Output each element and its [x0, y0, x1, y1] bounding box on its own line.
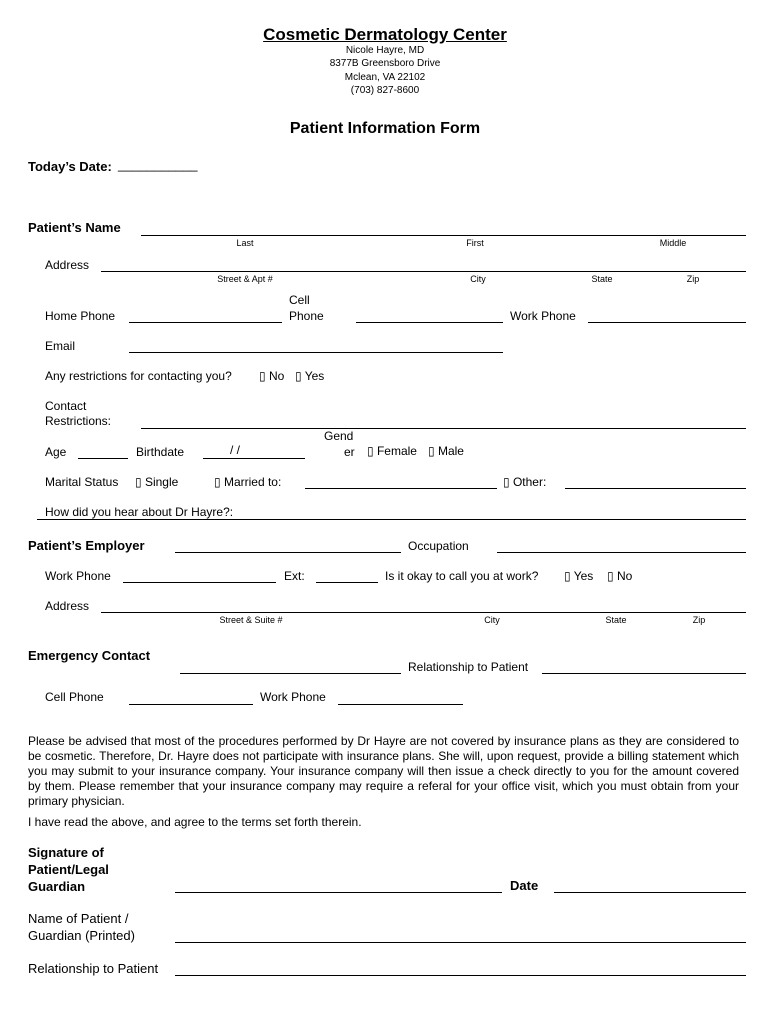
caption-employer-zip: Zip	[692, 615, 706, 625]
option-label: Single	[144, 475, 179, 489]
option-label: Other:	[512, 475, 547, 489]
employer-work-phone-label: Work Phone	[45, 569, 111, 583]
address-field[interactable]	[101, 271, 746, 272]
address-label: Address	[45, 258, 90, 272]
employer-address-field[interactable]	[101, 612, 746, 613]
marital-married-option[interactable]	[214, 475, 281, 489]
marital-other-option[interactable]	[503, 475, 546, 489]
referral-label: How did you hear about Dr Hayre?:	[45, 505, 234, 519]
caption-last: Last	[236, 238, 254, 248]
checkbox-icon: ▯	[367, 444, 374, 458]
insurance-notice: Please be advised that most of the procedures performed by Dr Hayre are not covered by insurance plans as they are considered to be cosmetic. Therefore, Dr. Hayre does not participate with insurance plans. She will, upon request, provide a billing statement which you may submit to your insurance company. Your insurance company will then issue a check directly to you for the amount covered by them. Please remember that your insurance company may require a referal for your office visit, which you must obtain from your primary physician.	[28, 734, 739, 808]
call-at-work-question: Is it okay to call you at work?	[385, 569, 539, 583]
signature-label-line3: Guardian	[28, 879, 86, 894]
todays-date-field[interactable]: ___________	[118, 157, 198, 172]
relationship-to-patient-label: Relationship to Patient	[28, 961, 159, 976]
age-field[interactable]	[78, 458, 128, 459]
caption-middle: Middle	[659, 238, 687, 248]
signature-date-label: Date	[510, 878, 539, 893]
contact-restrictions-field[interactable]	[141, 428, 746, 429]
home-phone-field[interactable]	[129, 322, 282, 323]
age-label: Age	[45, 445, 67, 459]
caption-employer-state: State	[605, 615, 627, 625]
referral-field[interactable]	[37, 519, 746, 520]
cell-phone-label-line2: Phone	[289, 309, 324, 323]
agreement-statement: I have read the above, and agree to the terms set forth therein.	[28, 815, 362, 829]
occupation-field[interactable]	[497, 552, 746, 553]
employer-label: Patient’s Employer	[28, 538, 145, 553]
married-to-field[interactable]	[305, 488, 497, 489]
caption-city: City	[470, 274, 486, 284]
option-label: Yes	[573, 569, 594, 583]
call-at-work-yes-option[interactable]	[564, 569, 593, 583]
option-label: No	[268, 369, 285, 383]
caption-state: State	[591, 274, 613, 284]
signature-field[interactable]	[175, 892, 502, 893]
ext-label: Ext:	[284, 569, 305, 583]
signature-label-line2: Patient/Legal	[28, 862, 109, 877]
patient-name-label: Patient’s Name	[28, 220, 121, 235]
restrictions-question: Any restrictions for contacting you?	[45, 369, 232, 383]
caption-zip: Zip	[686, 274, 700, 284]
checkbox-icon: ▯	[295, 369, 302, 383]
checkbox-icon: ▯	[607, 569, 614, 583]
birthdate-label: Birthdate	[136, 445, 185, 459]
checkbox-icon: ▯	[428, 444, 435, 458]
marital-single-option[interactable]	[135, 475, 178, 489]
printed-name-label-line1: Name of Patient /	[28, 911, 129, 926]
contact-restrictions-label-line1: Contact	[45, 399, 87, 413]
option-label: Yes	[304, 369, 325, 383]
birthdate-field[interactable]	[203, 458, 305, 459]
printed-name-field[interactable]	[175, 942, 746, 943]
center-name: Cosmetic Dermatology Center	[263, 25, 507, 44]
option-label: Female	[376, 444, 417, 458]
caption-street: Street & Apt #	[217, 274, 273, 284]
option-label: No	[616, 569, 633, 583]
checkbox-icon: ▯	[135, 475, 142, 489]
checkbox-icon: ▯	[503, 475, 510, 489]
relationship-to-patient-field[interactable]	[175, 975, 746, 976]
emergency-relationship-label: Relationship to Patient	[408, 660, 529, 674]
todays-date-label: Today’s Date:	[28, 159, 112, 174]
emergency-cell-phone-label: Cell Phone	[45, 690, 104, 704]
email-field[interactable]	[129, 352, 503, 353]
emergency-contact-field[interactable]	[180, 673, 401, 674]
option-label: Married to:	[223, 475, 282, 489]
employer-address-label: Address	[45, 599, 90, 613]
printed-name-label-line2: Guardian (Printed)	[28, 928, 135, 943]
city-line: Mclean, VA 22102	[344, 72, 426, 83]
signature-label-line1: Signature of	[28, 845, 104, 860]
emergency-work-phone-field[interactable]	[338, 704, 463, 705]
restrictions-no-option[interactable]	[259, 369, 284, 383]
emergency-cell-phone-field[interactable]	[129, 704, 253, 705]
gender-male-option[interactable]	[428, 444, 464, 458]
emergency-work-phone-label: Work Phone	[260, 690, 326, 704]
gender-female-option[interactable]	[367, 444, 417, 458]
birthdate-slashes: / /	[230, 443, 241, 457]
doctor-name: Nicole Hayre, MD	[345, 45, 425, 56]
patient-name-field[interactable]	[141, 235, 746, 236]
gender-label-line1: Gend	[324, 429, 354, 443]
occupation-label: Occupation	[408, 539, 469, 553]
restrictions-yes-option[interactable]	[295, 369, 324, 383]
form-title: Patient Information Form	[289, 120, 481, 137]
caption-employer-street: Street & Suite #	[219, 615, 283, 625]
call-at-work-no-option[interactable]	[607, 569, 632, 583]
caption-employer-city: City	[484, 615, 500, 625]
emergency-contact-label: Emergency Contact	[28, 648, 151, 663]
cell-phone-label-line1: Cell	[289, 293, 310, 307]
home-phone-label: Home Phone	[45, 309, 116, 323]
street-address: 8377B Greensboro Drive	[329, 58, 441, 69]
checkbox-icon: ▯	[214, 475, 221, 489]
signature-date-field[interactable]	[554, 892, 746, 893]
work-phone-field[interactable]	[588, 322, 746, 323]
checkbox-icon: ▯	[259, 369, 266, 383]
marital-status-label: Marital Status	[45, 475, 119, 489]
email-label: Email	[45, 339, 76, 353]
option-label: Male	[437, 444, 464, 458]
phone-number: (703) 827-8600	[350, 85, 420, 96]
checkbox-icon: ▯	[564, 569, 571, 583]
cell-phone-field[interactable]	[356, 322, 503, 323]
gender-label-line2: er	[344, 445, 355, 459]
employer-work-phone-field[interactable]	[123, 582, 276, 583]
caption-first: First	[466, 238, 484, 248]
contact-restrictions-label-line2: Restrictions:	[45, 414, 112, 428]
ext-field[interactable]	[316, 582, 378, 583]
emergency-relationship-field[interactable]	[542, 673, 746, 674]
employer-field[interactable]	[175, 552, 401, 553]
other-field[interactable]	[565, 488, 746, 489]
work-phone-label: Work Phone	[510, 309, 576, 323]
